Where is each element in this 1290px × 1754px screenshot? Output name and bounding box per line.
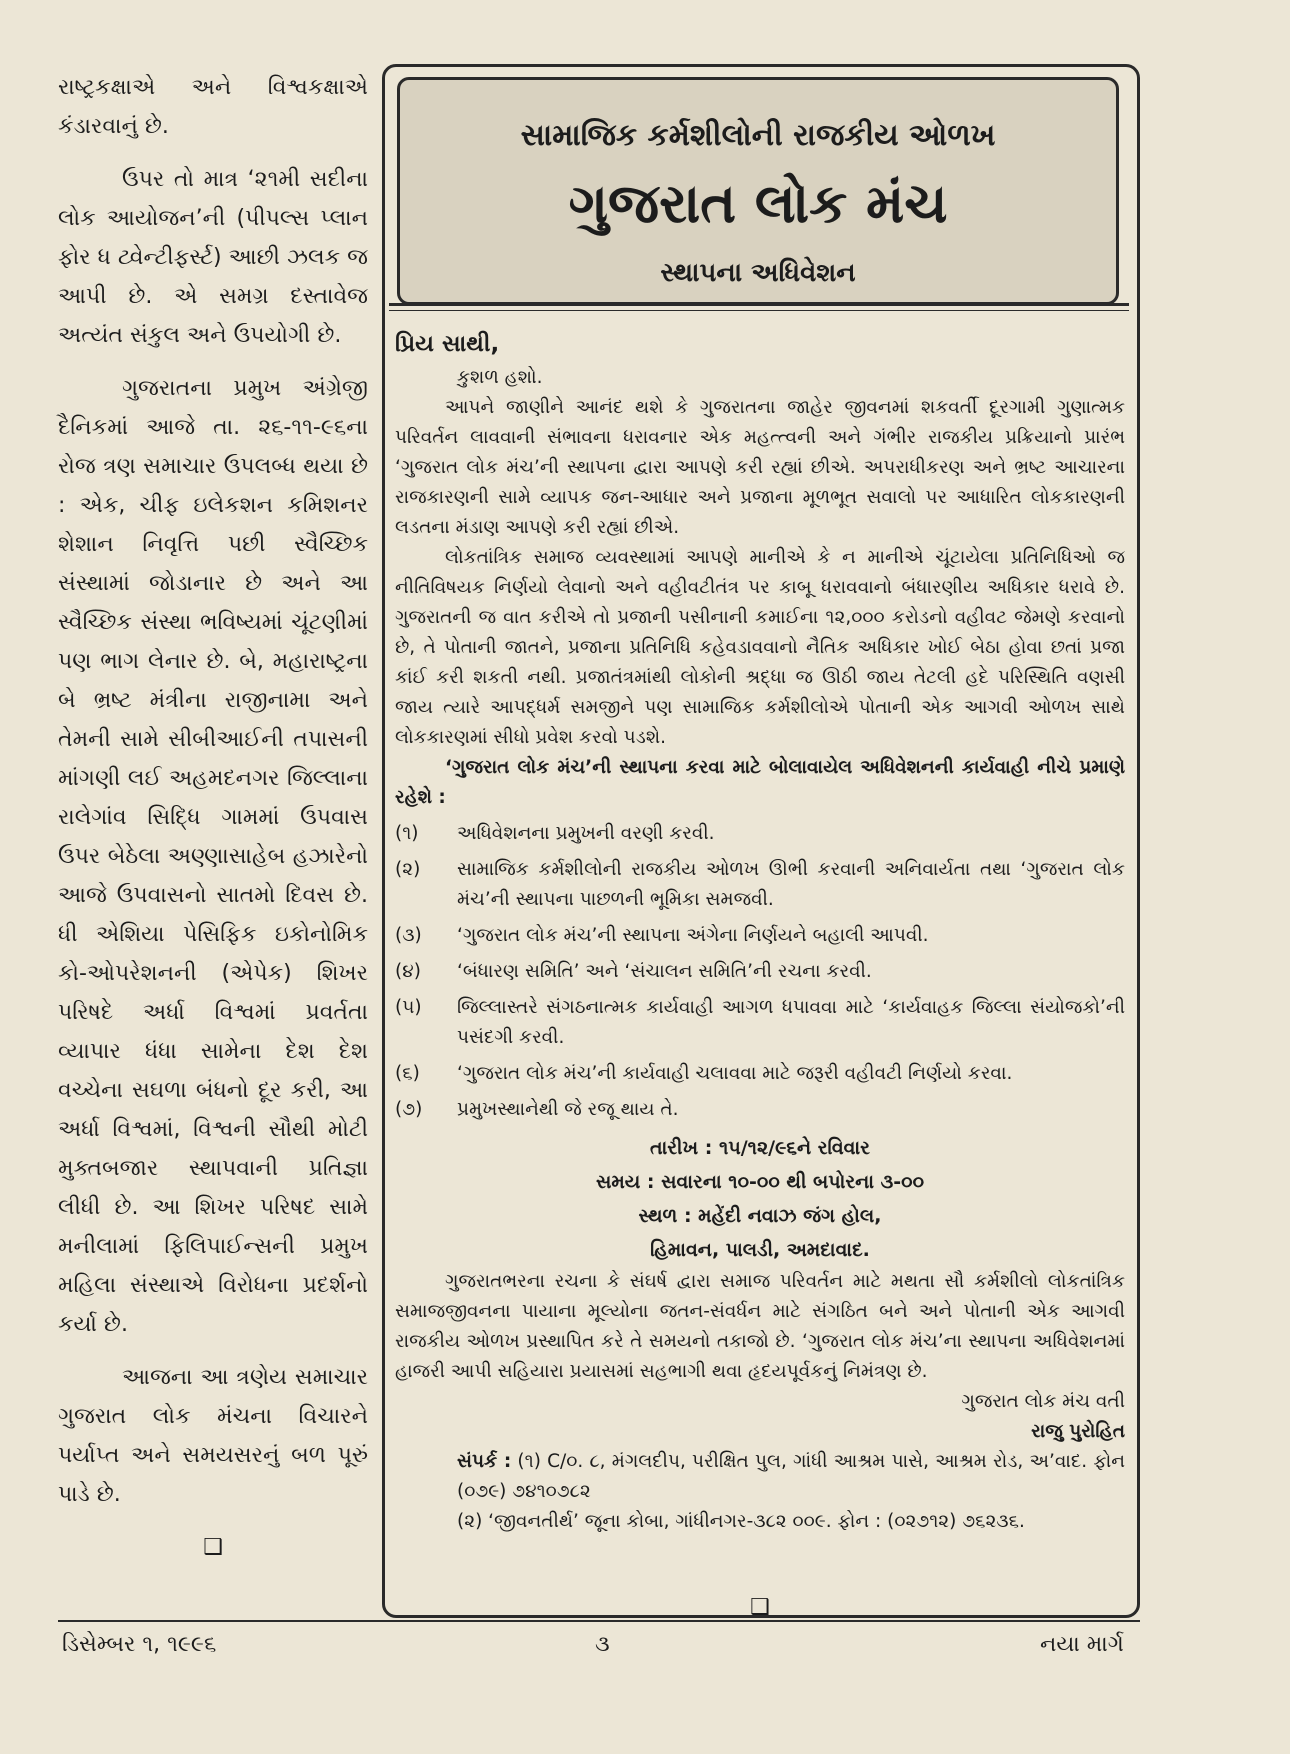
header-subtitle: સામાજિક કર્મશીલોની રાજકીય ઓળખ — [520, 118, 996, 153]
contact-1 — [395, 1447, 1125, 1507]
agenda-list — [395, 819, 1125, 1125]
header-divider-thin — [389, 310, 1129, 311]
footer-divider — [58, 1620, 1140, 1622]
left-column — [58, 68, 368, 1567]
left-para-2: ઉપર તો માત્ર ‘૨૧મી સદીના લોક આયોજન’ની (પીપલ્સ પ્લાન ફોર ધ ટ્વેન્ટીફર્સ્ટ) આછી ઝલક જ આપી છે. એ સમગ્ર દસ્તાવેજ અત્યંત સંકુલ અને ઉપયોગી છે. — [58, 167, 368, 348]
left-para-4: આજના આ ત્રણેય સમાચાર ગુજરાત લોક મંચના વિચારને પર્યાપ્ત અને સમયસરનું બળ પૂરું પાડે છે. — [58, 1365, 368, 1507]
left-para-3: ગુજરાતના પ્રમુખ અંગ્રેજી દૈનિકમાં આજે તા. ૨૬-૧૧-૯૬ના રોજ ત્રણ સમાચાર ઉપલબ્ધ થયા છે : એક, ચીફ ઇલેકશન કમિશનર શેશાન નિવૃત્તિ પછી સ્વૈચ્છિક સંસ્થામાં જોડાનાર છે અને આ સ્વૈચ્છિક સંસ્થા ભવિષ્યમાં ચૂંટણીમાં પણ ભાગ લેનાર છે. બે, મહારાષ્ટ્રના બે ભ્રષ્ટ મંત્રીના રાજીનામા અને તેમની સામે સીબીઆઈની તપાસની માંગણી લઈ અહમદનગર જિલ્લાના રાલેગાંવ સિદ્ધિ ગામમાં ઉપવાસ ઉપર બેઠેલા અણ્ણાસાહેબ હઝારેનો આજે ઉપવાસનો સાતમો દિવસ છે. ધી એશિયા પેસિફિક ઇકોનોમિક કો-ઓપરેશનની (એપેક) શિખર પરિષદે અર્ધા વિશ્વમાં પ્રવર્તતા વ્યાપાર ધંધા સામેના દેશ દેશ વચ્ચેના સઘળા બંધનો દૂર કરી, આ અર્ધા વિશ્વમાં, વિશ્વની સૌથી મોટી મુક્તબજાર સ્થાપવાની પ્રતિજ્ઞા લીધી છે. આ શિખર પરિષદ સામે મનીલામાં ફિલિપાઈન્સની પ્રમુખ મહિલા સંસ્થાએ વિરોધના પ્રદર્શનો કર્યા છે. — [58, 376, 368, 1337]
event-venue-2: હિમાવન, પાલડી, અમદાવાદ. — [650, 1239, 870, 1261]
left-para-1: રાષ્ટ્રકક્ષાએ અને વિશ્વકક્ષાએ કંડારવાનું છે. — [58, 75, 368, 139]
salutation: પ્રિય સાથી, — [395, 331, 500, 357]
contact-label: સંપર્ક : — [457, 1451, 512, 1472]
letter-para-3: ‘ગુજરાત લોક મંચ’ની સ્થાપના કરવા માટે બોલાવાયેલ અધિવેશનની કાર્યવાહી નીચે પ્રમાણે રહેશે : — [395, 757, 1125, 808]
agenda-number: (૭) — [395, 1099, 423, 1120]
agenda-number: (૩) — [395, 925, 422, 946]
letter-para-1: આપને જાણીને આનંદ થશે કે ગુજરાતના જાહેર જીવનમાં શકવર્તી દૂરગામી ગુણાત્મક પરિવર્તન લાવવાની સંભાવના ધરાવનાર એક મહત્ત્વની અને ગંભીર રાજકીય પ્રક્રિયાનો પ્રારંભ ‘ગુજરાત લોક મંચ’ની સ્થાપના દ્વારા આપણે કરી રહ્યાં છીએ. અપરાધીકરણ અને ભ્રષ્ટ આચારના રાજકારણની સામે વ્યાપક જન-આધાર અને પ્રજાના મૂળભૂત સવાલો પર આધારિત લોકકારણની લડતના મંડાણ આપણે કરી રહ્યાં છીએ. — [395, 397, 1125, 538]
greeting: કુશળ હશો. — [457, 367, 543, 388]
agenda-item — [395, 1059, 1125, 1089]
agenda-item — [395, 855, 1125, 915]
agenda-item — [395, 921, 1125, 951]
event-date: તારીખ : ૧૫/૧૨/૯૬ને રવિવાર — [649, 1137, 871, 1159]
agenda-number: (૪) — [395, 961, 421, 982]
letter-body — [395, 329, 1125, 1537]
footer-date: ડિસેમ્બર ૧, ૧૯૯૬ — [62, 1632, 217, 1657]
header-divider — [389, 303, 1129, 306]
agenda-text: સામાજિક કર્મશીલોની રાજકીય ઓળખ ઊભી કરવાની અનિવાર્યતા તથા ‘ગુજરાત લોક મંચ’ની સ્થાપના પાછળની ભૂમિકા સમજવી. — [457, 859, 1125, 910]
agenda-text: જિલ્લાસ્તરે સંગઠનાત્મક કાર્યવાહી આગળ ધપાવવા માટે ‘કાર્યવાહક જિલ્લા સંયોજકો’ની પસંદગી કરવી. — [457, 997, 1125, 1048]
agenda-item — [395, 993, 1125, 1053]
header-title: ગુજરાત લોક મંચ — [568, 172, 948, 235]
agenda-number: (૬) — [395, 1063, 420, 1084]
letter-para-2: લોકતાંત્રિક સમાજ વ્યવસ્થામાં આપણે માનીએ કે ન માનીએ ચૂંટાયેલા પ્રતિનિધિઓ જ નીતિવિષયક નિર્ણયો લેવાનો અને વહીવટીતંત્ર પર કાબૂ ધરાવવાનો બંધારણીય અધિકાર ધરાવે છે. ગુજરાતની જ વાત કરીએ તો પ્રજાની પસીનાની કમાઈના ૧૨,૦૦૦ કરોડનો વહીવટ જેમણે કરવાનો છે, તે પોતાની જાતને, પ્રજાના પ્રતિનિધિ કહેવડાવવાનો નૈતિક અધિકાર ખોઈ બેઠા હોવા છતાં પ્રજા કાંઈ કરી શકતી નથી. પ્રજાતંત્રમાંથી લોકોની શ્રદ્ધા જ ઊઠી જાય તેટલી હદે પરિસ્થિતિ વણસી જાય ત્યારે આપદ્ધર્મ સમજીને પણ સામાજિક કર્મશીલોએ પોતાની એક આગવી ઓળખ સાથે લોકકારણમાં સીધો પ્રવેશ કરવો પડશે. — [395, 547, 1125, 748]
box-end-mark: ❑ — [750, 1595, 770, 1620]
agenda-text: અધિવેશનના પ્રમુખની વરણી કરવી. — [457, 823, 715, 844]
agenda-number: (૫) — [395, 997, 422, 1018]
signature-name: રાજુ પુરોહિત — [1031, 1421, 1125, 1442]
announcement-header — [397, 77, 1119, 305]
signature-org: ગુજરાત લોક મંચ વતી — [961, 1391, 1125, 1412]
page-number: ૩ — [595, 1632, 610, 1657]
event-venue-1: સ્થળ : મહેંદી નવાઝ જંગ હોલ, — [638, 1205, 882, 1227]
end-mark: ❑ — [203, 1535, 223, 1560]
contact-2: (૨) ‘જીવનતીર્થ’ જૂના કોબા, ગાંધીનગર-૩૮૨ ૦૦૯. ફોન : (૦૨૭૧૨) ૭૬૨૩૬. — [457, 1511, 1025, 1532]
agenda-text: ‘ગુજરાત લોક મંચ’ની કાર્યવાહી ચલાવવા માટે જરૂરી વહીવટી નિર્ણયો કરવા. — [457, 1063, 1013, 1084]
agenda-text: પ્રમુખસ્થાનેથી જે રજૂ થાય તે. — [457, 1099, 679, 1120]
contact-1-text: (૧) C/૦. ૮, મંગલદીપ, પરીક્ષિત પુલ, ગાંધી આશ્રમ પાસે, આશ્રમ રોડ, અ’વાદ. ફોન (૦૭૯) ૭૪૧૦૭૮૨ — [457, 1451, 1125, 1502]
announcement-box — [382, 64, 1140, 1618]
agenda-text: ‘બંધારણ સમિતિ’ અને ‘સંચાલન સમિતિ’ની રચના કરવી. — [457, 961, 872, 982]
publication-name: નયા માર્ગ — [1040, 1632, 1124, 1657]
agenda-item — [395, 957, 1125, 987]
agenda-number: (૨) — [395, 859, 421, 880]
agenda-item — [395, 1095, 1125, 1125]
header-event: સ્થાપના અધિવેશન — [660, 258, 856, 288]
agenda-text: ‘ગુજરાત લોક મંચ’ની સ્થાપના અંગેના નિર્ણયને બહાલી આપવી. — [457, 925, 929, 946]
letter-para-4: ગુજરાતભરના રચના કે સંઘર્ષ દ્વારા સમાજ પરિવર્તન માટે મથતા સૌ કર્મશીલો લોકતાંત્રિક સમાજજીવનના પાયાના મૂલ્યોના જતન-સંવર્ધન માટે સંગઠિત બને અને પોતાની એક આગવી રાજકીય ઓળખ પ્રસ્થાપિત કરે તે સમયનો તકાજો છે. ‘ગુજરાત લોક મંચ’ના સ્થાપના અધિવેશનમાં હાજરી આપી સહિયારા પ્રયાસમાં સહભાગી થવા હૃદયપૂર્વકનું નિમંત્રણ છે. — [395, 1271, 1125, 1382]
agenda-item — [395, 819, 1125, 849]
agenda-number: (૧) — [395, 823, 419, 844]
event-time: સમય : સવારના ૧૦-૦૦ થી બપોરના ૩-૦૦ — [595, 1171, 925, 1193]
